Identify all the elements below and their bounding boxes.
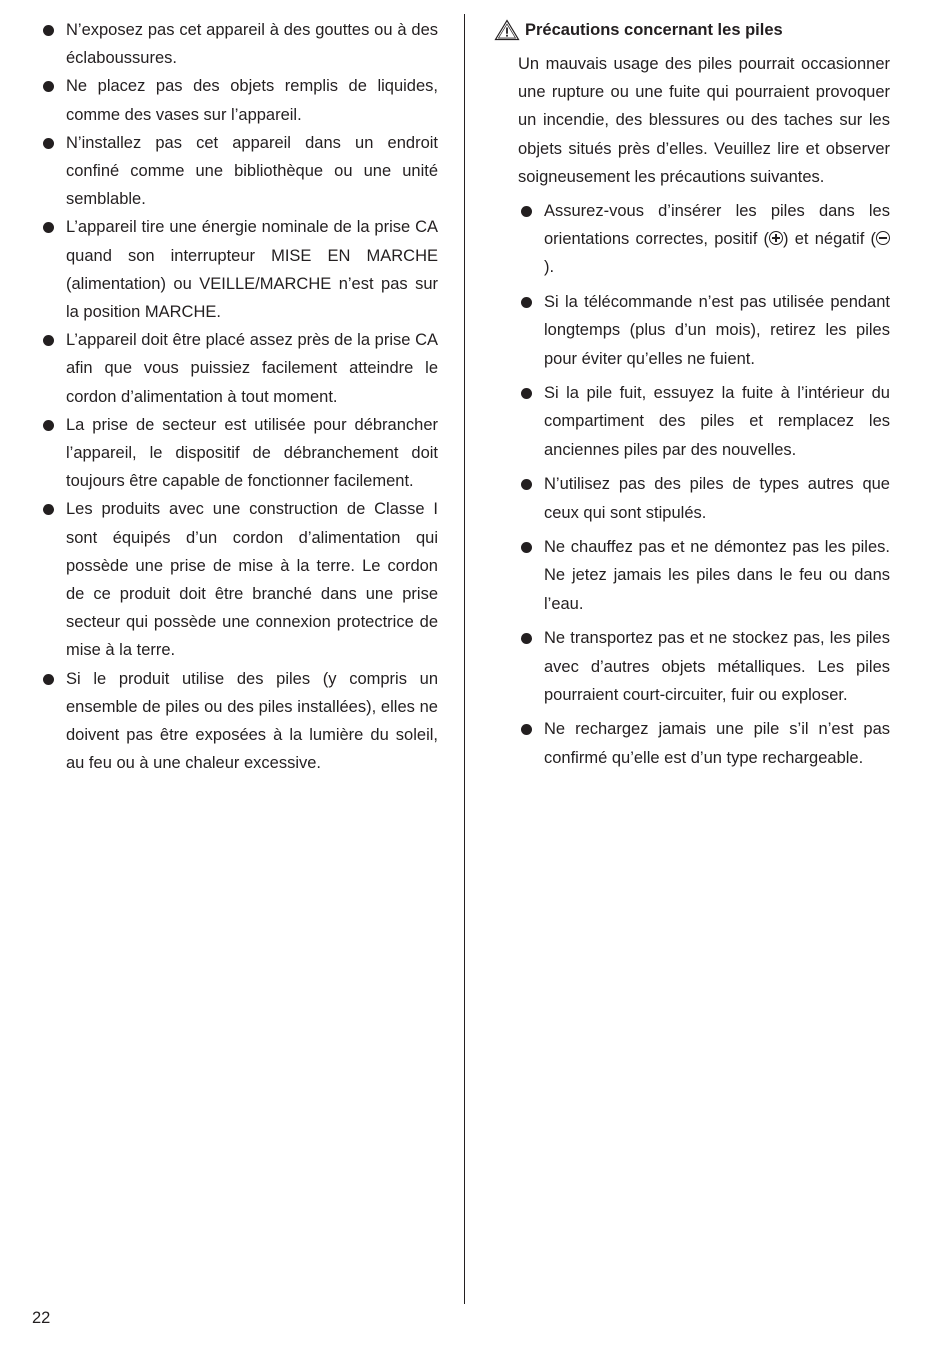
list-item-text: L’appareil doit être placé assez près de la prise CA afin que vous puissiez facilement atteindre le cordon d’alimentation à tout moment.	[66, 331, 438, 406]
list-item	[518, 533, 890, 618]
bullet-icon	[521, 206, 532, 217]
polarity-text-after: ).	[544, 258, 555, 277]
list-item-text: La prise de secteur est utilisée pour débrancher l’appareil, le dispositif de débranchement doit toujours être capable de fonctionner facilement.	[66, 415, 438, 491]
bullet-icon	[43, 420, 54, 431]
list-item-text: Les produits avec une construction de Classe I sont équipés d’un cordon d’alimentation qui possède une prise de mise à la terre. Le cordon de ce produit doit être branché dans une prise secteur qui possède une connexion protectrice de mise à la terre.	[66, 500, 438, 660]
plus-circle-icon	[769, 231, 783, 245]
list-item	[518, 624, 890, 709]
list-item	[40, 213, 438, 326]
warning-triangle-icon	[494, 19, 520, 41]
list-item	[518, 715, 890, 771]
list-item-text: Si la télécommande n’est pas utilisée pendant longtemps (plus d’un mois), retirez les piles pour éviter qu’elles ne fuient.	[544, 293, 890, 368]
list-item-text: Ne transportez pas et ne stockez pas, les piles avec d’autres objets métalliques. Les piles pourraient court-circuiter, fuir ou exploser.	[544, 629, 890, 704]
bullet-icon	[43, 335, 54, 346]
list-item-text: N’installez pas cet appareil dans un endroit confiné comme une bibliothèque ou une unité semblable.	[66, 133, 438, 209]
list-item	[40, 665, 438, 778]
list-item	[518, 470, 890, 526]
polarity-text-middle: ) et négatif (	[783, 230, 877, 249]
bullet-icon	[521, 297, 532, 308]
page-number: 22	[32, 1309, 51, 1327]
bullet-icon	[521, 633, 532, 644]
list-item-text: Si le produit utilise des piles (y compris un ensemble de piles ou des piles installées), elles ne doivent pas être exposées à la lumière du soleil, au feu ou à une chaleur excessive.	[66, 669, 438, 773]
bullet-icon	[43, 222, 54, 233]
list-item	[40, 16, 438, 72]
list-item-text: N’exposez pas cet appareil à des gouttes ou à des éclaboussures.	[66, 21, 438, 68]
battery-heading	[494, 16, 890, 44]
list-item	[518, 288, 890, 373]
polarity-text-before: Assurez-vous d’insérer les piles dans les orientations correctes, positif (	[544, 202, 890, 249]
list-item-text: Ne placez pas des objets remplis de liquides, comme des vases sur l’appareil.	[66, 77, 438, 124]
column-divider	[464, 14, 465, 1304]
bullet-icon	[43, 81, 54, 92]
list-item-text: L’appareil tire une énergie nominale de la prise CA quand son interrupteur MISE EN MARCHE (alimentation) ou VEILLE/MARCHE n’est pas sur la position MARCHE.	[66, 218, 438, 322]
right-column	[494, 16, 890, 778]
list-item-text: Si la pile fuit, essuyez la fuite à l’intérieur du compartiment des piles et remplacez les anciennes piles par des nouvelles.	[544, 384, 890, 459]
section-title: Précautions concernant les piles	[525, 20, 783, 39]
bullet-icon	[43, 138, 54, 149]
list-item	[40, 129, 438, 214]
safety-list	[40, 16, 438, 777]
list-item	[40, 72, 438, 128]
list-item	[518, 197, 890, 282]
bullet-icon	[521, 542, 532, 553]
list-item-text: N’utilisez pas des piles de types autres que ceux qui sont stipulés.	[544, 475, 890, 522]
bullet-icon	[521, 388, 532, 399]
list-item	[40, 495, 438, 664]
minus-circle-icon	[876, 231, 890, 245]
bullet-icon	[43, 25, 54, 36]
list-item-text: Ne chauffez pas et ne démontez pas les piles. Ne jetez jamais les piles dans le feu ou dans l’eau.	[544, 538, 890, 613]
bullet-icon	[521, 724, 532, 735]
battery-precautions-list	[494, 197, 890, 772]
left-column	[40, 16, 438, 777]
list-item	[40, 411, 438, 496]
bullet-icon	[521, 479, 532, 490]
list-item	[40, 326, 438, 411]
bullet-icon	[43, 674, 54, 685]
list-item-text: Ne rechargez jamais une pile s’il n’est pas confirmé qu’elle est d’un type rechargeable.	[544, 720, 890, 767]
bullet-icon	[43, 504, 54, 515]
intro-paragraph: Un mauvais usage des piles pourrait occasionner une rupture ou une fuite qui pourraient provoquer un incendie, des blessures ou des taches sur les objets situés près d’elles. Veuillez lire et observer soigneusement les précautions suivantes.	[518, 55, 890, 186]
list-item	[518, 379, 890, 464]
